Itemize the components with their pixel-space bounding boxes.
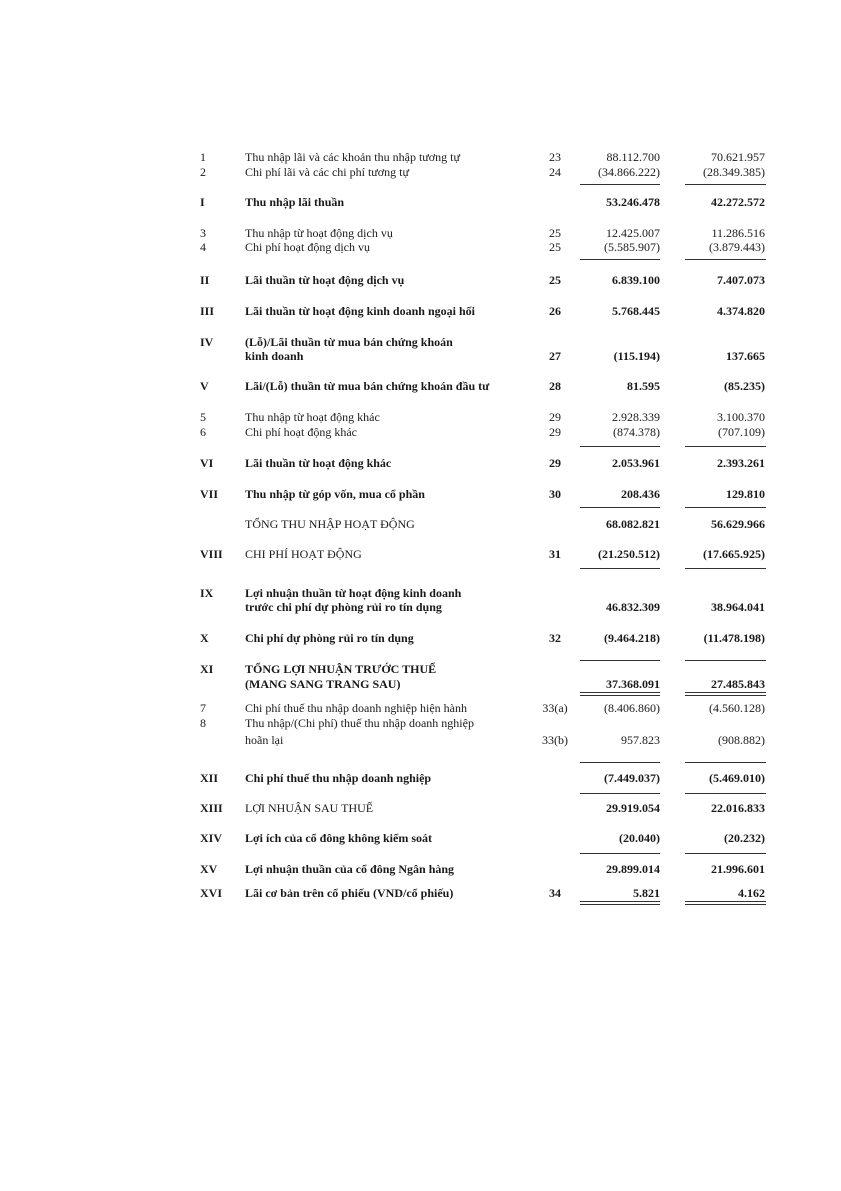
row-description: Lợi ích của cổ đông không kiểm soát — [245, 831, 433, 845]
row-current-year: 29.899.014 — [606, 862, 660, 876]
row-description: Lãi/(Lỗ) thuần từ mua bán chứng khoán đầu tư — [245, 379, 490, 393]
row-prior-year: 56.629.966 — [711, 517, 765, 531]
subtotal-rule — [580, 507, 660, 508]
row-note: 25 — [549, 240, 561, 254]
row-description: CHI PHÍ HOẠT ĐỘNG — [245, 547, 362, 561]
row-prior-year: 42.272.572 — [711, 195, 765, 209]
row-note: 29 — [549, 425, 561, 439]
row-number: XII — [200, 771, 219, 785]
total-rule — [580, 692, 660, 696]
row-prior-year: 137.665 — [726, 349, 765, 363]
row-current-year: 29.919.054 — [606, 801, 660, 815]
subtotal-rule — [685, 762, 766, 763]
row-description: Thu nhập lãi và các khoản thu nhập tương tự — [245, 150, 460, 164]
total-rule — [685, 901, 766, 905]
row-number: 5 — [200, 410, 206, 424]
row-note: 29 — [549, 456, 561, 470]
row-current-year: (5.585.907) — [604, 240, 660, 254]
subtotal-rule — [685, 793, 766, 794]
row-prior-year: (28.349.385) — [703, 165, 765, 179]
subtotal-rule — [685, 259, 766, 260]
row-number: 4 — [200, 240, 206, 254]
row-prior-year: 21.996.601 — [711, 862, 765, 876]
row-prior-year: 3.100.370 — [717, 410, 765, 424]
row-prior-year: (11.478.198) — [703, 631, 765, 645]
subtotal-rule — [685, 184, 766, 185]
row-note: 33(a) — [542, 701, 568, 715]
row-note: 25 — [549, 273, 561, 287]
row-description: Chi phí hoạt động khác — [245, 425, 357, 439]
row-prior-year: (3.879.443) — [709, 240, 765, 254]
row-number: XIV — [200, 831, 223, 845]
row-description: Lợi nhuận thuần của cổ đông Ngân hàng — [245, 862, 455, 876]
subtotal-rule — [580, 762, 660, 763]
row-number: 3 — [200, 226, 206, 240]
row-number: 7 — [200, 701, 206, 715]
row-number: I — [200, 195, 205, 209]
row-description: Chi phí hoạt động dịch vụ — [245, 240, 370, 254]
row-prior-year: (707.109) — [718, 425, 765, 439]
row-description: kinh doanh — [245, 349, 304, 363]
row-current-year: (874.378) — [613, 425, 660, 439]
subtotal-rule — [685, 853, 766, 854]
row-prior-year: (5.469.010) — [709, 771, 765, 785]
row-prior-year: (4.560.128) — [709, 701, 765, 715]
row-current-year: 12.425.007 — [606, 226, 660, 240]
row-description: Thu nhập/(Chi phí) thuế thu nhập doanh nghiệp — [245, 716, 474, 730]
subtotal-rule — [685, 568, 766, 569]
row-note: 30 — [549, 487, 561, 501]
row-number: VI — [200, 456, 214, 470]
row-number: IV — [200, 335, 214, 349]
subtotal-rule — [580, 793, 660, 794]
row-prior-year: (17.665.925) — [703, 547, 765, 561]
row-current-year: 5.821 — [633, 886, 660, 900]
subtotal-rule — [580, 660, 660, 661]
row-description: Lãi cơ bản trên cổ phiếu (VND/cổ phiếu) — [245, 886, 454, 900]
subtotal-rule — [580, 853, 660, 854]
subtotal-rule — [580, 446, 660, 447]
row-prior-year: 7.407.073 — [717, 273, 765, 287]
row-current-year: 208.436 — [621, 487, 660, 501]
subtotal-rule — [685, 446, 766, 447]
row-number: 6 — [200, 425, 206, 439]
row-number: XVI — [200, 886, 223, 900]
row-current-year: 68.082.821 — [606, 517, 660, 531]
row-current-year: 2.928.339 — [612, 410, 660, 424]
row-description: (Lỗ)/Lãi thuần từ mua bán chứng khoán — [245, 335, 453, 349]
row-prior-year: 70.621.957 — [711, 150, 765, 164]
row-description: Thu nhập từ góp vốn, mua cổ phần — [245, 487, 425, 501]
row-description: Lãi thuần từ hoạt động khác — [245, 456, 392, 470]
row-prior-year: (85.235) — [724, 379, 765, 393]
row-number: XV — [200, 862, 218, 876]
row-description: Thu nhập từ hoạt động khác — [245, 410, 380, 424]
total-rule — [580, 901, 660, 905]
row-current-year: (115.194) — [613, 349, 660, 363]
row-note: 27 — [549, 349, 561, 363]
row-description: LỢI NHUẬN SAU THUẾ — [245, 801, 374, 815]
row-current-year: 81.595 — [627, 379, 660, 393]
row-number: VII — [200, 487, 219, 501]
row-number: III — [200, 304, 215, 318]
row-description: Lợi nhuận thuần từ hoạt động kinh doanh — [245, 586, 462, 600]
row-prior-year: 4.162 — [738, 886, 765, 900]
total-rule — [685, 692, 766, 696]
row-note: 32 — [549, 631, 561, 645]
row-current-year: (7.449.037) — [604, 771, 660, 785]
subtotal-rule — [580, 568, 660, 569]
subtotal-rule — [685, 507, 766, 508]
row-number: VIII — [200, 547, 223, 561]
row-prior-year: (20.232) — [724, 831, 765, 845]
row-description: Chi phí lãi và các chi phí tương tự — [245, 165, 409, 179]
row-note: 23 — [549, 150, 561, 164]
row-description: (MANG SANG TRANG SAU) — [245, 677, 401, 691]
row-prior-year: 2.393.261 — [717, 456, 765, 470]
row-number: II — [200, 273, 210, 287]
row-number: IX — [200, 586, 214, 600]
row-current-year: 88.112.700 — [606, 150, 660, 164]
row-note: 24 — [549, 165, 561, 179]
row-number: XI — [200, 662, 214, 676]
row-description: hoãn lại — [245, 733, 284, 747]
row-number: XIII — [200, 801, 223, 815]
row-note: 26 — [549, 304, 561, 318]
row-current-year: 5.768.445 — [612, 304, 660, 318]
row-description: Thu nhập lãi thuần — [245, 195, 345, 209]
row-description: trước chi phí dự phòng rủi ro tín dụng — [245, 600, 442, 614]
row-current-year: 6.839.100 — [612, 273, 660, 287]
row-current-year: (34.866.222) — [598, 165, 660, 179]
row-current-year: 53.246.478 — [606, 195, 660, 209]
row-note: 34 — [549, 886, 561, 900]
row-description: Chi phí dự phòng rủi ro tín dụng — [245, 631, 414, 645]
row-prior-year: 4.374.820 — [717, 304, 765, 318]
row-current-year: 957.823 — [621, 733, 660, 747]
row-current-year: (9.464.218) — [604, 631, 660, 645]
row-prior-year: 22.016.833 — [711, 801, 765, 815]
row-prior-year: 38.964.041 — [711, 600, 765, 614]
row-current-year: 37.368.091 — [606, 677, 660, 691]
row-current-year: (20.040) — [619, 831, 660, 845]
row-note: 33(b) — [542, 733, 568, 747]
row-prior-year: 27.485.843 — [711, 677, 765, 691]
row-note: 25 — [549, 226, 561, 240]
row-prior-year: 11.286.516 — [711, 226, 765, 240]
row-current-year: 46.832.309 — [606, 600, 660, 614]
row-prior-year: (908.882) — [718, 733, 765, 747]
row-number: 1 — [200, 150, 206, 164]
row-prior-year: 129.810 — [726, 487, 765, 501]
row-note: 29 — [549, 410, 561, 424]
row-description: Chi phí thuế thu nhập doanh nghiệp — [245, 771, 432, 785]
subtotal-rule — [685, 660, 766, 661]
row-number: 2 — [200, 165, 206, 179]
row-current-year: (21.250.512) — [598, 547, 660, 561]
subtotal-rule — [580, 259, 660, 260]
subtotal-rule — [580, 184, 660, 185]
row-current-year: (8.406.860) — [604, 701, 660, 715]
row-note: 28 — [549, 379, 561, 393]
row-number: 8 — [200, 716, 206, 730]
row-note: 31 — [549, 547, 561, 561]
row-current-year: 2.053.961 — [612, 456, 660, 470]
row-description: Thu nhập từ hoạt động dịch vụ — [245, 226, 393, 240]
row-description: TỔNG THU NHẬP HOẠT ĐỘNG — [245, 517, 415, 531]
row-description: TỔNG LỢI NHUẬN TRƯỚC THUẾ — [245, 662, 437, 676]
row-description: Lãi thuần từ hoạt động dịch vụ — [245, 273, 405, 287]
row-number: X — [200, 631, 209, 645]
row-number: V — [200, 379, 209, 393]
row-description: Lãi thuần từ hoạt động kinh doanh ngoại hối — [245, 304, 475, 318]
row-description: Chi phí thuế thu nhập doanh nghiệp hiện hành — [245, 701, 467, 715]
